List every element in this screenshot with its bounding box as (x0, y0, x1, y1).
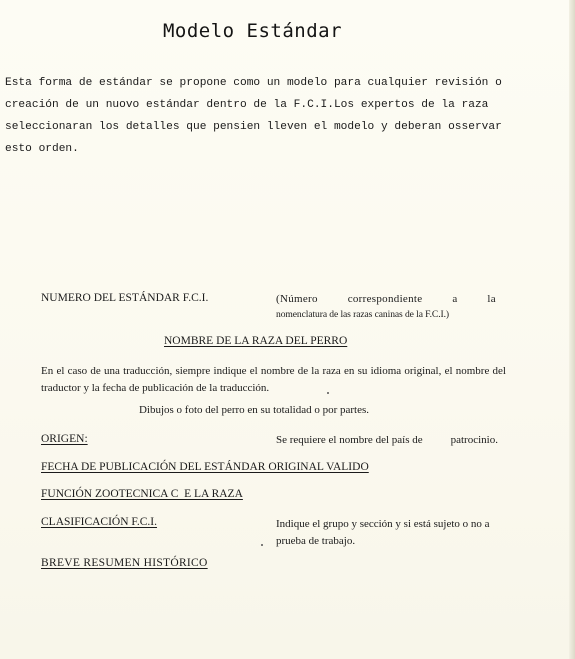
intro-paragraph: Esta forma de estándar se propone como un modelo para cualquier revisión o creación de un nuovo estándar dentro de la F.C.I.Los expertos de la raza seleccionaran los detalles que pensien lleven el modelo y deberan osservar esto orden. (5, 77, 502, 155)
origin-note-part2: patrocinio. (450, 434, 498, 446)
page-edge-shadow (569, 0, 575, 659)
standard-number-note-word: la (487, 293, 496, 305)
ink-speck (327, 392, 329, 394)
translation-note: En el caso de una traducción, siempre indique el nombre de la raza en su idioma original, el nombre del traductor y la fecha de publicación de la traducción. (41, 365, 506, 394)
standard-number-note-line2: nomenclatura de las razas caninas de la F.C.I.) (276, 309, 450, 320)
document-title: Modelo Estándar (162, 20, 343, 42)
publication-date-heading: FECHA DE PUBLICACIÓN DEL ESTÁNDAR ORIGINAL VALIDO (41, 461, 369, 473)
standard-number-note-word: correspondiente (347, 293, 423, 305)
drawing-note: Dibujos o foto del perro en su totalidad o por partes. (138, 404, 370, 416)
standard-number-note-line1 (276, 292, 496, 307)
function-heading: FUNCIÓN ZOOTECNICA C E LA RAZA (41, 488, 243, 500)
standard-number-note-word: (Número (276, 293, 318, 305)
origin-heading: ORIGEN: (41, 433, 88, 445)
origin-note-gap (423, 433, 451, 443)
classification-note: Indique el grupo y sección y si está sujeto o no a prueba de trabajo. (276, 518, 490, 547)
standard-number-note-word: a (452, 293, 458, 305)
classification-heading: CLASIFICACIÓN F.C.I. (41, 516, 158, 528)
history-heading: BREVE RESUMEN HISTÓRICO (41, 557, 208, 569)
standard-number-note (276, 292, 496, 322)
origin-note-part1: Se requiere el nombre del país de (276, 434, 423, 446)
ink-speck (261, 544, 263, 546)
standard-number-label: NUMERO DEL ESTÁNDAR F.C.I. (41, 292, 209, 304)
origin-note (276, 433, 498, 446)
breed-name-heading: NOMBRE DE LA RAZA DEL PERRO (164, 335, 348, 347)
